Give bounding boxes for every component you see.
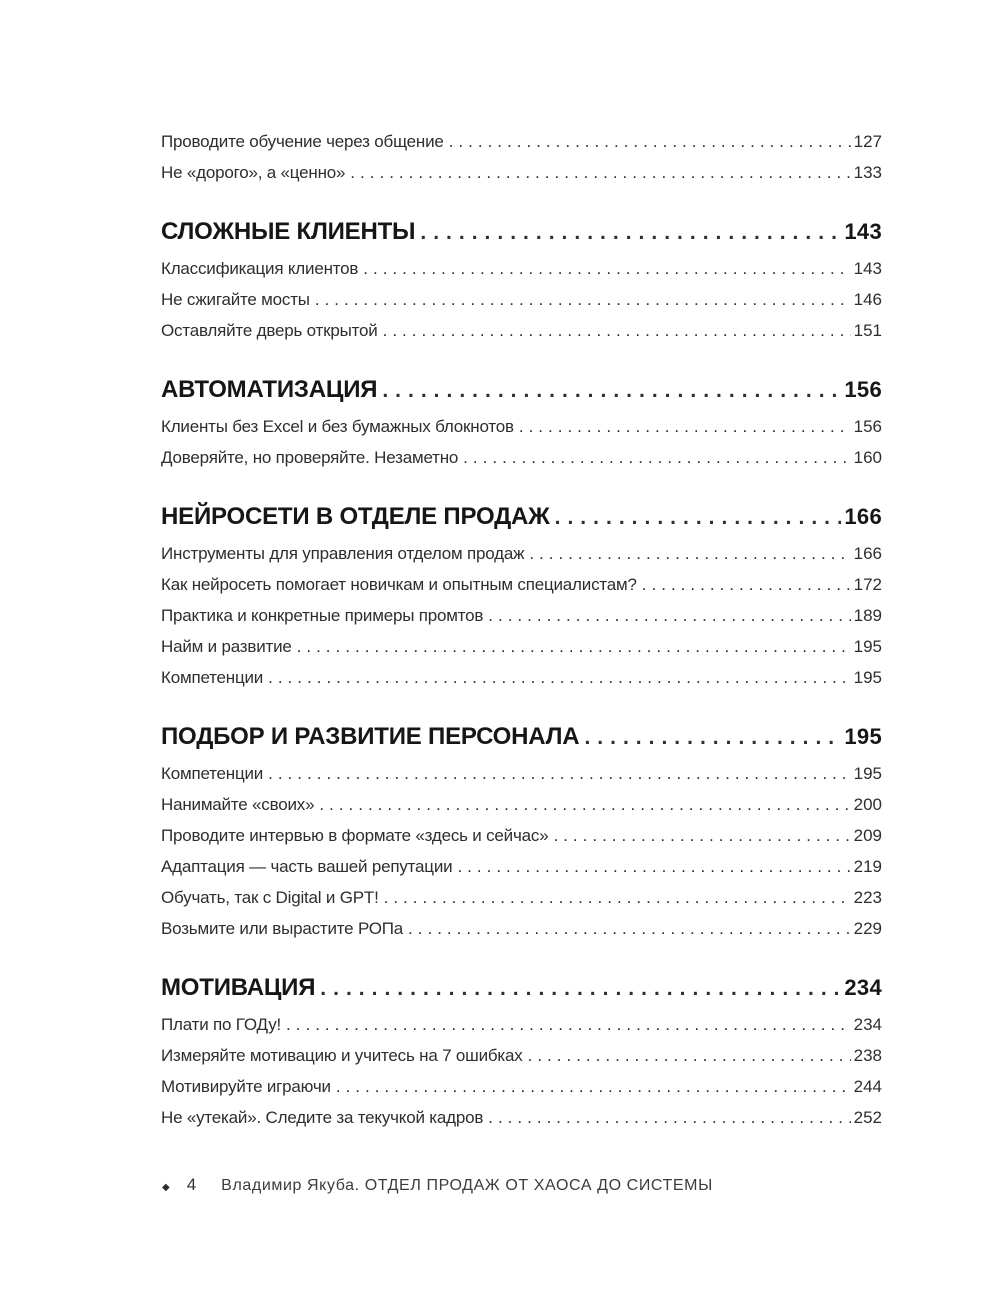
chapter-heading-label: МОТИВАЦИЯ [161, 974, 316, 1001]
toc-entry-label: Мотивируйте играючи [161, 1077, 331, 1096]
toc-entry [161, 315, 882, 346]
chapter-heading-label: АВТОМАТИЗАЦИЯ [161, 376, 378, 403]
dot-leader [350, 157, 850, 188]
dot-leader [528, 1040, 851, 1071]
toc-entry-page-number: 143 [853, 259, 882, 278]
toc-entry-label: Практика и конкретные примеры промтов [161, 606, 484, 625]
chapter-page-number: 234 [844, 975, 882, 1000]
toc-entry-label: Компетенции [161, 668, 264, 687]
dot-leader [553, 820, 850, 851]
toc-entry-page-number: 146 [853, 290, 882, 309]
dot-leader [555, 499, 842, 536]
footer-running-title: Владимир Якуба. ОТДЕЛ ПРОДАЖ ОТ ХАОСА ДО СИСТЕМЫ [221, 1177, 713, 1194]
toc-entry-page-number: 127 [853, 132, 882, 151]
chapter-page-number: 156 [844, 377, 882, 402]
dot-leader [488, 600, 850, 631]
toc-entry-page-number: 223 [853, 888, 882, 907]
toc-entry [161, 662, 882, 693]
toc-entry [161, 157, 882, 188]
dot-leader [320, 970, 841, 1007]
toc-entry-label: Компетенции [161, 764, 264, 783]
chapter-heading [161, 719, 882, 756]
dot-leader [315, 284, 851, 315]
toc-entry [161, 569, 882, 600]
toc-entry-label: Измеряйте мотивацию и учитесь на 7 ошибках [161, 1046, 523, 1065]
toc-entry [161, 411, 882, 442]
dot-leader [642, 569, 851, 600]
chapter-heading-label: НЕЙРОСЕТИ В ОТДЕЛЕ ПРОДАЖ [161, 503, 550, 530]
toc-entry-page-number: 244 [853, 1077, 882, 1096]
toc-entry-label: Как нейросеть помогает новичкам и опытным специалистам? [161, 575, 637, 594]
toc-entry [161, 284, 882, 315]
dot-leader [449, 126, 851, 157]
toc-entry [161, 820, 882, 851]
toc-entry [161, 253, 882, 284]
dot-leader [384, 882, 851, 913]
toc-entry-label: Адаптация — часть вашей репутации [161, 857, 453, 876]
dot-leader [297, 631, 851, 662]
toc-entry-page-number: 172 [853, 575, 882, 594]
toc-entry [161, 126, 882, 157]
toc-section [161, 214, 882, 346]
dot-leader [286, 1009, 851, 1040]
toc-section [161, 499, 882, 693]
dot-leader [268, 662, 851, 693]
dot-leader [383, 315, 851, 346]
toc-entry [161, 600, 882, 631]
dot-leader [584, 719, 841, 756]
toc-entry-page-number: 151 [853, 321, 882, 340]
toc-entry-page-number: 160 [853, 448, 882, 467]
toc-entry-page-number: 166 [853, 544, 882, 563]
toc-entry-page-number: 209 [853, 826, 882, 845]
dot-leader [519, 411, 851, 442]
chapter-page-number: 166 [844, 504, 882, 529]
toc-entry-page-number: 195 [853, 764, 882, 783]
toc-entry-page-number: 156 [853, 417, 882, 436]
chapter-heading [161, 970, 882, 1007]
toc-entry-page-number: 195 [853, 637, 882, 656]
dot-leader [457, 851, 850, 882]
chapter-heading-label: СЛОЖНЫЕ КЛИЕНТЫ [161, 218, 416, 245]
page-footer [162, 1174, 713, 1199]
toc-entry-page-number: 189 [853, 606, 882, 625]
toc-entry-label: Клиенты без Excel и без бумажных блокнотов [161, 417, 514, 436]
toc-entry-page-number: 252 [853, 1108, 882, 1127]
toc-entry-page-number: 195 [853, 668, 882, 687]
chapter-heading-label: ПОДБОР И РАЗВИТИЕ ПЕРСОНАЛА [161, 723, 580, 750]
toc-entry-page-number: 238 [853, 1046, 882, 1065]
dot-leader [420, 214, 841, 251]
toc-entry-label: Нанимайте «своих» [161, 795, 315, 814]
dot-leader [363, 253, 850, 284]
toc-entry [161, 758, 882, 789]
dot-leader [319, 789, 850, 820]
toc-section [161, 126, 882, 188]
toc-entry [161, 882, 882, 913]
toc-entry [161, 631, 882, 662]
dot-leader [382, 372, 841, 409]
toc-entry-label: Оставляйте дверь открытой [161, 321, 378, 340]
dot-leader [463, 442, 850, 473]
dot-leader [336, 1071, 851, 1102]
toc-entry-label: Плати по ГОДу! [161, 1015, 282, 1034]
toc-entry-label: Инструменты для управления отделом продаж [161, 544, 525, 563]
toc-entry-label: Не «дорого», а «ценно» [161, 163, 346, 182]
toc-section [161, 970, 882, 1133]
toc-entry [161, 1071, 882, 1102]
chapter-page-number: 195 [844, 724, 882, 749]
dot-leader [529, 538, 850, 569]
toc-entry-label: Возьмите или вырастите РОПа [161, 919, 404, 938]
toc-section [161, 372, 882, 473]
toc-entry-label: Не «утекай». Следите за текучкой кадров [161, 1108, 484, 1127]
footer-page-number: 4 [186, 1175, 197, 1194]
chapter-heading [161, 499, 882, 536]
toc-entry-page-number: 234 [853, 1015, 882, 1034]
table-of-contents [161, 126, 882, 1133]
toc-entry [161, 1102, 882, 1133]
toc-entry [161, 538, 882, 569]
dot-leader [268, 758, 851, 789]
toc-entry-label: Классификация клиентов [161, 259, 359, 278]
toc-entry [161, 442, 882, 473]
dot-leader [408, 913, 851, 944]
toc-entry-page-number: 219 [853, 857, 882, 876]
toc-section [161, 719, 882, 944]
toc-entry [161, 913, 882, 944]
toc-entry-label: Доверяйте, но проверяйте. Незаметно [161, 448, 459, 467]
toc-entry-label: Обучать, так с Digital и GPT! [161, 888, 379, 907]
toc-entry-label: Найм и развитие [161, 637, 292, 656]
toc-entry-page-number: 229 [853, 919, 882, 938]
toc-entry-page-number: 133 [853, 163, 882, 182]
toc-entry-label: Проводите обучение через общение [161, 132, 444, 151]
toc-entry-page-number: 200 [853, 795, 882, 814]
toc-entry-label: Проводите интервью в формате «здесь и сейчас» [161, 826, 549, 845]
chapter-heading [161, 214, 882, 251]
toc-entry-label: Не сжигайте мосты [161, 290, 310, 309]
toc-entry [161, 851, 882, 882]
diamond-bullet-icon: ◆ [162, 1182, 170, 1193]
toc-entry [161, 1009, 882, 1040]
toc-entry [161, 1040, 882, 1071]
chapter-heading [161, 372, 882, 409]
chapter-page-number: 143 [844, 219, 882, 244]
dot-leader [488, 1102, 850, 1133]
toc-entry [161, 789, 882, 820]
